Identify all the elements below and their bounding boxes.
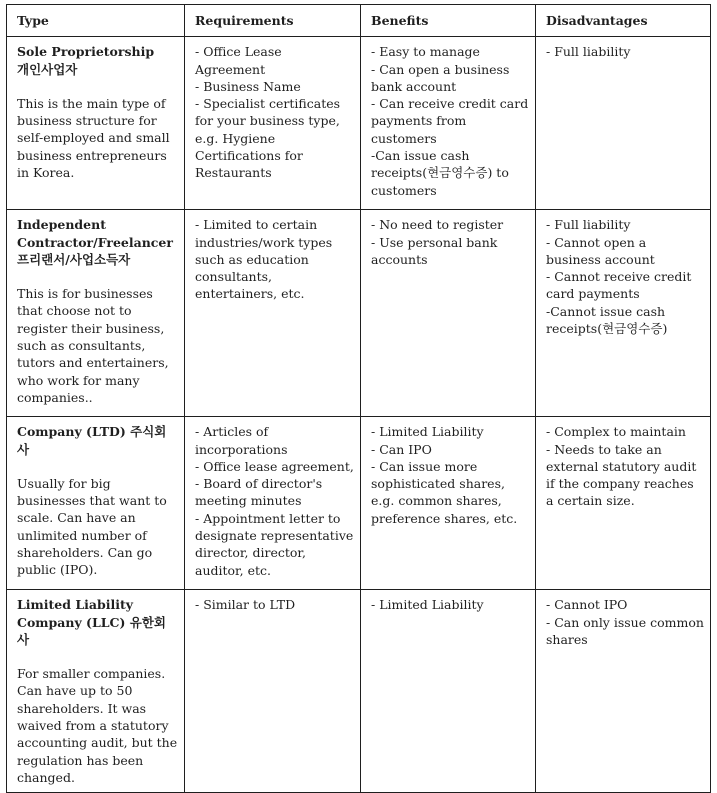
header-requirements: Requirements (185, 5, 361, 37)
type-cell (7, 590, 185, 793)
benefit-item: - Can issue more sophisticated shares, e.g. common shares, preference shares, etc. (371, 458, 518, 526)
disadvantage-item: - Complex to maintain (546, 424, 686, 440)
type-description: This is for businesses that choose not to register their business, such as consultants, tutors and entertainers, who work for many companies.. (17, 286, 169, 405)
requirement-item: - Business Name (195, 78, 301, 94)
disadvantages-cell (536, 210, 711, 417)
table-row (7, 37, 711, 210)
benefits-cell (361, 417, 536, 590)
requirements-cell (185, 417, 361, 590)
requirement-item: - Limited to certain industries/work types such as education consultants, entertainers, etc. (195, 217, 333, 302)
type-name: Limited Liability Company (LLC) 유한회사 (17, 597, 166, 647)
benefit-item: - Use personal bank accounts (371, 234, 498, 267)
benefit-item: - Can open a business bank account (371, 61, 510, 94)
disadvantage-item: - Full liability (546, 217, 631, 233)
type-description: This is the main type of business structure for self-employed and small business entrepreneurs in Korea. (17, 95, 170, 181)
requirement-item: - Articles of incorporations (195, 424, 288, 457)
type-cell (7, 37, 185, 210)
type-name: Independent Contractor/Freelancer 프리랜서/사업소득자 (17, 217, 173, 267)
disadvantage-item: - Can only issue common shares (546, 614, 704, 647)
header-type: Type (7, 5, 185, 37)
disadvantage-item: - Needs to take an external statutory audit if the company reaches a certain size. (546, 441, 697, 509)
requirement-item: - Similar to LTD (195, 597, 296, 613)
disadvantages-cell (536, 37, 711, 210)
table-row (7, 417, 711, 590)
requirements-cell (185, 210, 361, 417)
benefit-item: - Can IPO (371, 441, 432, 457)
requirements-cell (185, 590, 361, 793)
disadvantage-item: - Cannot IPO (546, 597, 628, 613)
benefits-cell (361, 210, 536, 417)
requirement-item: - Appointment letter to designate representative director, director, auditor, etc. (195, 510, 354, 578)
type-description: Usually for big businesses that want to scale. Can have an unlimited number of shareholders. Can go public (IPO). (17, 475, 167, 578)
type-cell (7, 210, 185, 417)
requirement-item: - Board of director's meeting minutes (195, 476, 323, 509)
disadvantages-cell (536, 590, 711, 793)
benefit-item: - Limited Liability (371, 597, 484, 613)
disadvantage-item: - Cannot open a business account (546, 234, 655, 267)
table-row (7, 210, 711, 417)
type-name: Sole Proprietorship 개인사업자 (17, 44, 155, 77)
requirement-item: - Specialist certificates for your business type, e.g. Hygiene Certifications for Restaurants (195, 96, 341, 181)
disadvantage-item: - Cannot receive credit card payments (546, 269, 692, 302)
benefit-item: - Limited Liability (371, 424, 484, 440)
disadvantage-item: - Full liability (546, 44, 631, 60)
type-name: Company (LTD) 주식회사 (17, 424, 167, 457)
header-row (7, 5, 711, 37)
table-row (7, 590, 711, 793)
disadvantages-cell (536, 417, 711, 590)
disadvantage-item: -Cannot issue cash receipts(현금영수증) (546, 303, 668, 337)
benefit-item: -Can issue cash receipts(현금영수증) to customers (371, 148, 509, 198)
type-description: For smaller companies. Can have up to 50 shareholders. It was waived from a statutory accounting audit, but the regulation has been changed. (17, 666, 178, 785)
benefit-item: - Can receive credit card payments from customers (371, 96, 529, 146)
header-benefits: Benefits (361, 5, 536, 37)
type-cell (7, 417, 185, 590)
business-structure-table (6, 4, 711, 793)
requirement-item: - Office Lease Agreement (195, 44, 282, 77)
benefits-cell (361, 37, 536, 210)
requirements-cell (185, 37, 361, 210)
benefits-cell (361, 590, 536, 793)
benefit-item: - Easy to manage (371, 44, 480, 60)
header-disadvantages: Disadvantages (536, 5, 711, 37)
requirement-item: - Office lease agreement, (195, 458, 354, 474)
benefit-item: - No need to register (371, 217, 504, 233)
